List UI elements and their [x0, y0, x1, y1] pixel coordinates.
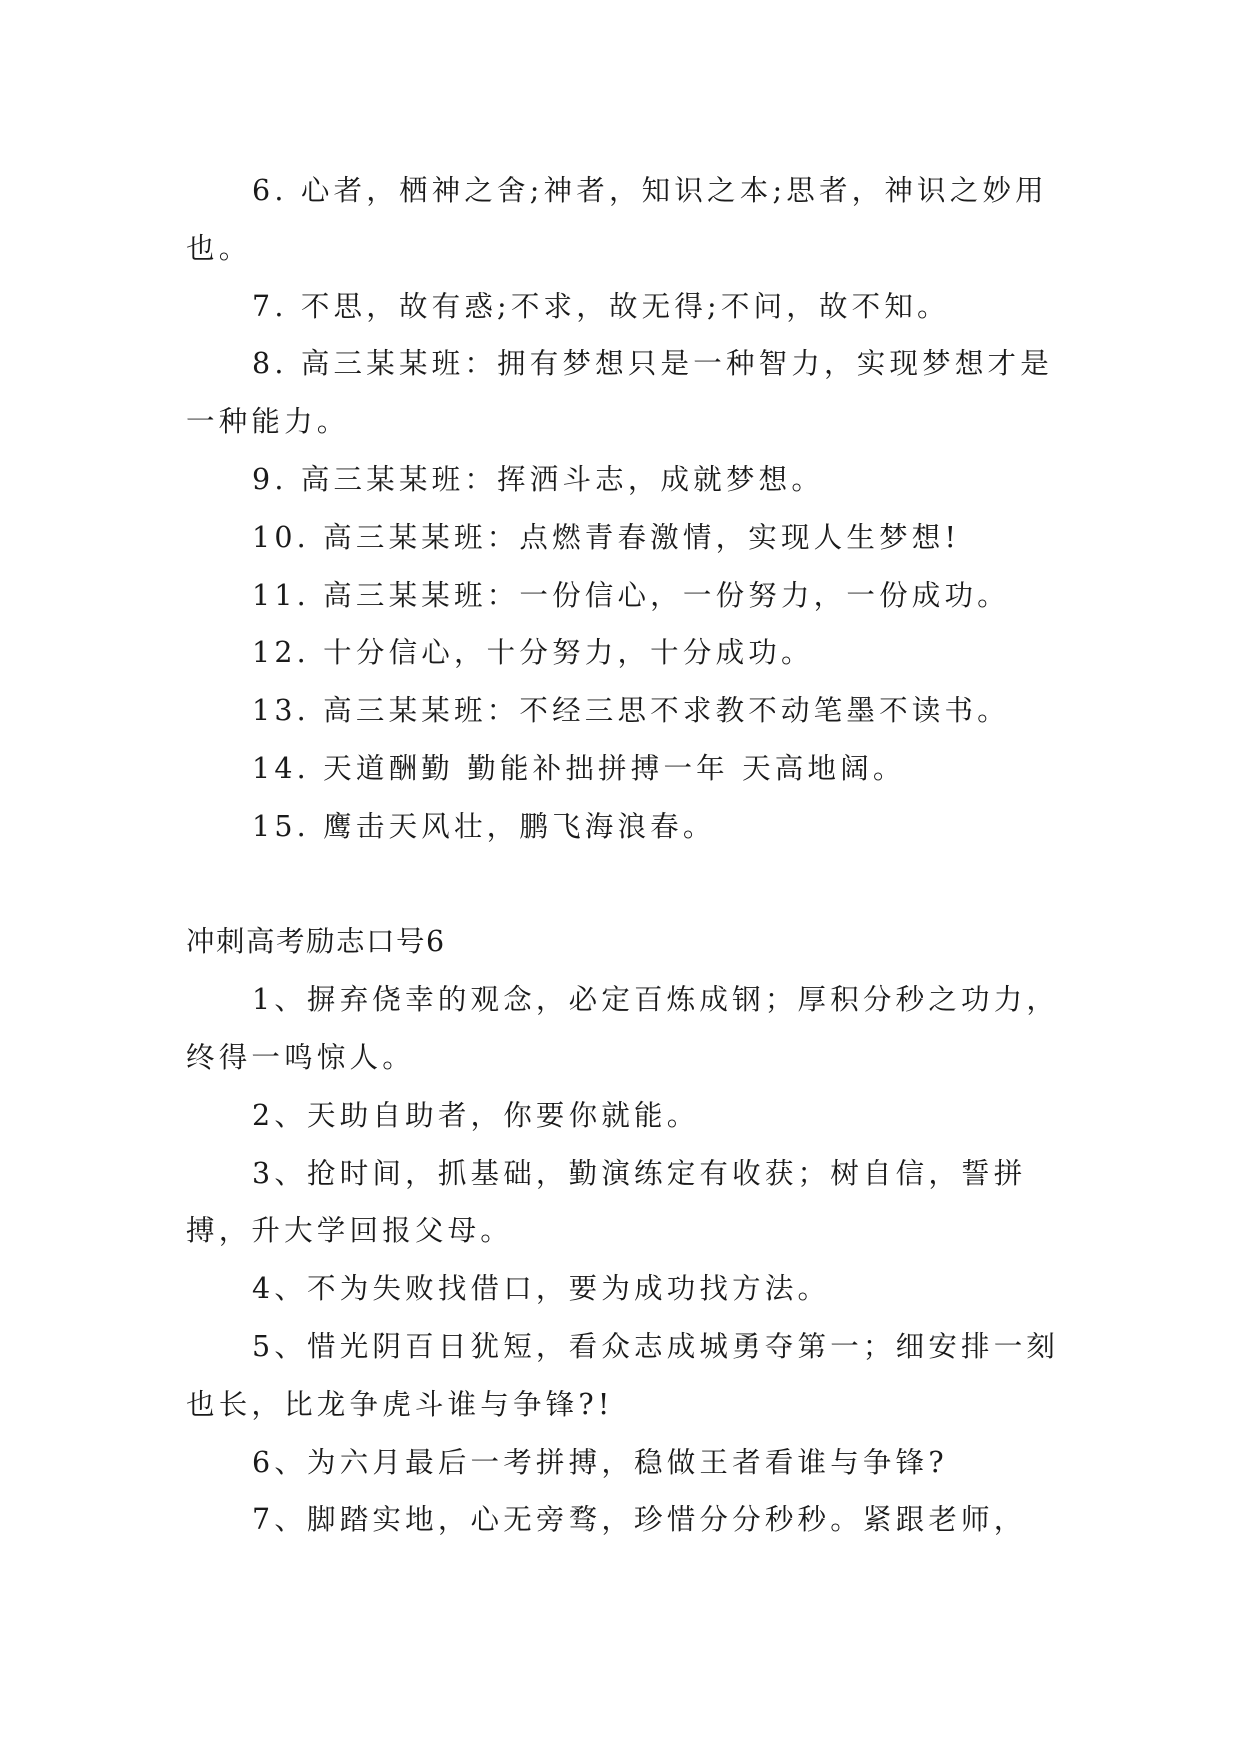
section-spacer: [186, 856, 1066, 914]
list-item: 2、天助自助者，你要你就能。: [252, 1098, 700, 1132]
list-item: 1、摒弃侥幸的观念，必定百炼成钢；厚积分秒之功力，终得一鸣惊人。: [186, 983, 1060, 1074]
list-item: 9. 高三某某班：挥洒斗志，成就梦想。: [252, 462, 825, 496]
list-item: 10. 高三某某班：点燃青春激情，实现人生梦想!: [252, 520, 961, 554]
list-item: 6、为六月最后一考拼搏，稳做王者看谁与争锋?: [252, 1445, 948, 1479]
list-item: 7. 不思，故有惑;不求，故无得;不问，故不知。: [252, 289, 950, 323]
list-item: 7、脚踏实地，心无旁骛，珍惜分分秒秒。紧跟老师，: [252, 1503, 1027, 1537]
list-item: 13. 高三某某班：不经三思不求教不动笔墨不读书。: [252, 694, 1010, 728]
list-item: 11. 高三某某班：一份信心，一份努力，一份成功。: [252, 578, 1010, 612]
section-heading: 冲刺高考励志口号6: [186, 925, 446, 959]
list-item: 5、惜光阴百日犹短，看众志成城勇夺第一；细安排一刻也长，比龙争虎斗谁与争锋?!: [186, 1329, 1060, 1421]
list-item: 15. 鹰击天风壮，鹏飞海浪春。: [252, 809, 716, 843]
list-item: 6. 心者，栖神之舍;神者，知识之本;思者，神识之妙用也。: [186, 174, 1048, 265]
list-item: 14. 天道酬勤 勤能补拙拼搏一年 天高地阔。: [252, 751, 906, 785]
list-item: 3、抢时间，抓基础，勤演练定有收获；树自信，誓拼搏，升大学回报父母。: [186, 1156, 1027, 1248]
list-item: 4、不为失败找借口，要为成功找方法。: [252, 1272, 831, 1306]
document-body: [186, 162, 1066, 1549]
list-item: 8. 高三某某班：拥有梦想只是一种智力，实现梦想才是一种能力。: [186, 347, 1053, 439]
list-item: 12. 十分信心，十分努力，十分成功。: [252, 636, 814, 670]
